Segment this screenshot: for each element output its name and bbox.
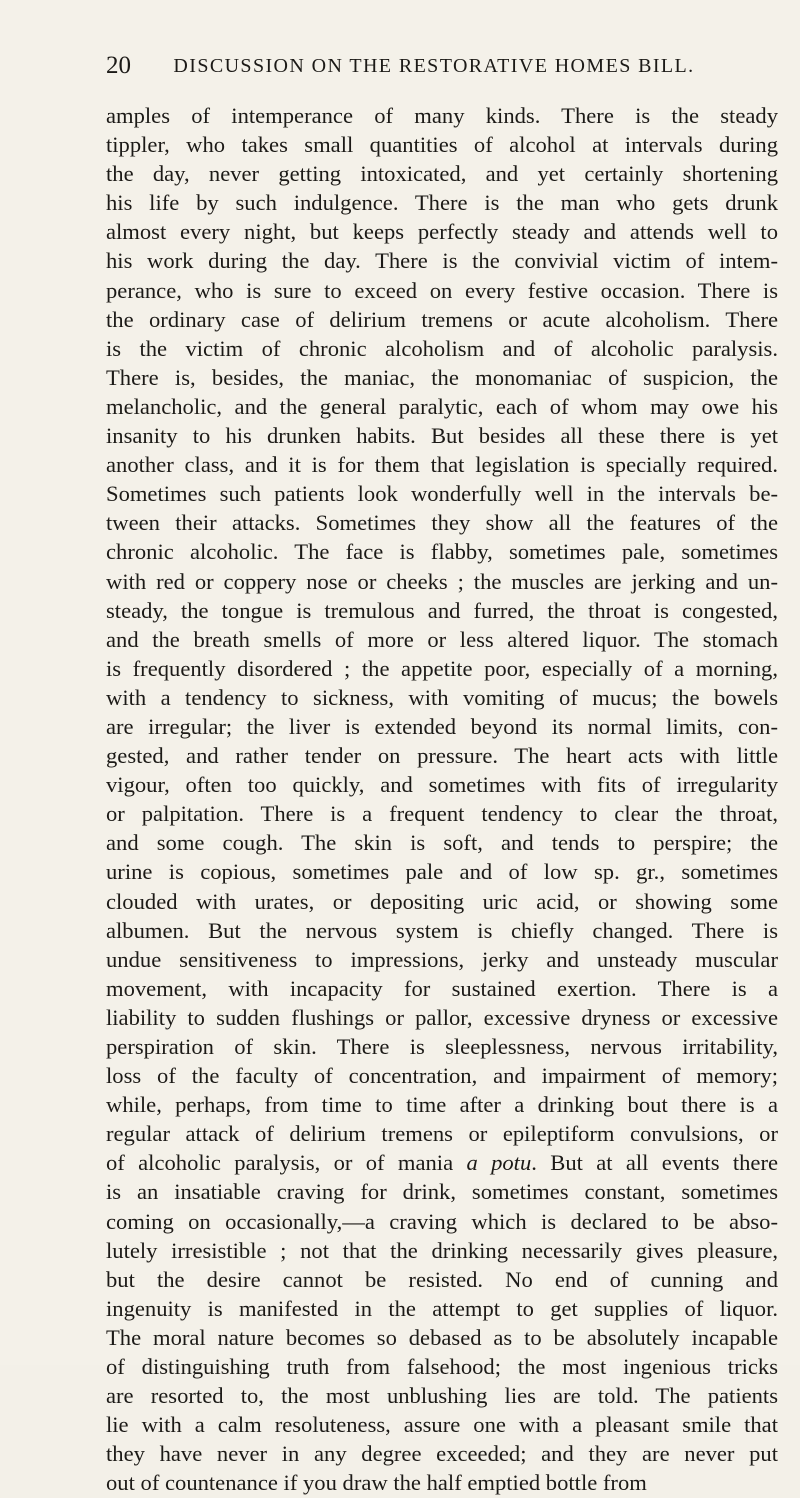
text-line: almost every night, but keeps perfectly steady and attends well to — [106, 219, 778, 245]
text-line: movement, with incapacity for sustained exertion. There is a — [106, 975, 778, 1001]
text-line: liability to sudden flushings or pallor, excessive dryness or excessive — [106, 1004, 778, 1030]
text-line: is the victim of chronic alcoholism and of alcoholic paralysis. — [106, 335, 778, 361]
text-line: but the desire cannot be resisted. No end of cunning and — [106, 1266, 778, 1292]
text-line: the day, never getting intoxicated, and yet certainly shortening — [106, 161, 778, 187]
text-line: insanity to his drunken habits. But besides all these there is yet — [106, 423, 778, 449]
text-line: with a tendency to sickness, with vomiting of mucus; the bowels — [106, 684, 778, 710]
text-line: and some cough. The skin is soft, and tends to perspire; the — [106, 830, 778, 856]
text-line: another class, and it is for them that legislation is specially required. — [106, 452, 778, 478]
page-number: 20 — [106, 52, 131, 79]
text-line: albumen. But the nervous system is chiefly changed. There is — [106, 917, 778, 943]
text-line: Sometimes such patients look wonderfully well in the intervals be- — [106, 481, 778, 507]
text-line: gested, and rather tender on pressure. The heart acts with little — [106, 743, 778, 769]
text-line: is an insatiable craving for drink, sometimes constant, sometimes — [106, 1179, 778, 1205]
text-line: coming on occasionally,—a craving which is declared to be abso- — [106, 1208, 778, 1234]
text-line: and the breath smells of more or less altered liquor. The stomach — [106, 626, 778, 652]
text-line: clouded with urates, or depositing uric acid, or showing some — [106, 888, 778, 914]
text-line: vigour, often too quickly, and sometimes with fits of irregularity — [106, 772, 778, 798]
page-header — [106, 49, 732, 83]
text-line: There is, besides, the maniac, the monomaniac of suspicion, the — [106, 364, 778, 390]
text-line: steady, the tongue is tremulous and furred, the throat is congested, — [106, 597, 778, 623]
text-line: with red or coppery nose or cheeks ; the muscles are jerking and un- — [106, 568, 778, 594]
text-line: undue sensitiveness to impressions, jerky and unsteady muscular — [106, 946, 778, 972]
text-line: the ordinary case of delirium tremens or acute alcoholism. There — [106, 306, 778, 332]
text-line: while, perhaps, from time to time after a drinking bout there is a — [106, 1092, 778, 1118]
text-line: chronic alcoholic. The face is flabby, sometimes pale, sometimes — [106, 539, 778, 565]
text-line: his life by such indulgence. There is the man who gets drunk — [106, 190, 778, 216]
text-line: of alcoholic paralysis, or of mania a potu. But at all events there — [106, 1150, 778, 1176]
text-line: melancholic, and the general paralytic, each of whom may owe his — [106, 393, 778, 419]
text-line: tippler, who takes small quantities of alcohol at intervals during — [106, 132, 778, 158]
text-line: lie with a calm resoluteness, assure one with a pleasant smile that — [106, 1412, 778, 1438]
text-line: are resorted to, the most unblushing lies are told. The patients — [106, 1383, 778, 1409]
text-line: loss of the faculty of concentration, and impairment of memory; — [106, 1063, 778, 1089]
text-line: ingenuity is manifested in the attempt to get supplies of liquor. — [106, 1295, 778, 1321]
text-line: of distinguishing truth from falsehood; the most ingenious tricks — [106, 1354, 778, 1380]
text-line: The moral nature becomes so debased as to be absolutely incapable — [106, 1324, 778, 1350]
text-line: perance, who is sure to exceed on every festive occasion. There is — [106, 277, 778, 303]
running-head: DISCUSSION ON THE RESTORATIVE HOMES BILL. — [173, 55, 695, 77]
text-line: is frequently disordered ; the appetite poor, especially of a morning, — [106, 655, 778, 681]
text-line: perspiration of skin. There is sleeplessness, nervous irritability, — [106, 1034, 778, 1059]
text-line: out of countenance if you draw the half emptied bottle from — [106, 1470, 647, 1496]
text-line: his work during the day. There is the convivial victim of intem- — [106, 248, 778, 274]
text-line: or palpitation. There is a frequent tendency to clear the throat, — [106, 801, 778, 827]
text-line: they have never in any degree exceeded; and they are never put — [106, 1441, 778, 1467]
text-line: are irregular; the liver is extended beyond its normal limits, con- — [106, 713, 778, 739]
text-line: urine is copious, sometimes pale and of low sp. gr., sometimes — [106, 859, 778, 885]
text-line: tween their attacks. Sometimes they show all the features of the — [106, 510, 778, 536]
text-line: regular attack of delirium tremens or epileptiform convulsions, or — [106, 1121, 778, 1147]
text-line: lutely irresistible ; not that the drinking necessarily gives pleasure, — [106, 1237, 778, 1263]
body-paragraph — [106, 101, 778, 1498]
text-line: amples of intemperance of many kinds. There is the steady — [106, 103, 778, 128]
